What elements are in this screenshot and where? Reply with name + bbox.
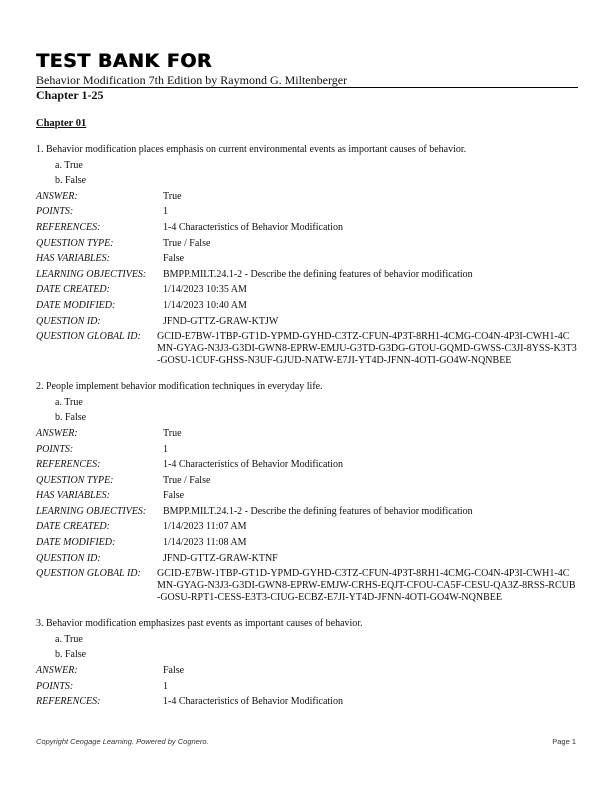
question-text: 3. Behavior modification emphasizes past events as important causes of behavior. [36, 618, 363, 630]
chapter-range: Chapter 1-25 [36, 88, 104, 102]
meta-label: QUESTION ID: [36, 552, 101, 564]
meta-points [36, 204, 578, 220]
meta-has-variables [36, 488, 578, 504]
meta-value: 1/14/2023 10:40 AM [163, 299, 247, 311]
meta-label: DATE MODIFIED: [36, 537, 116, 549]
copyright-notice: Copyright Cengage Learning. Powered by Cognero. [36, 737, 209, 746]
meta-label: LEARNING OBJECTIVES: [36, 505, 147, 517]
meta-label: LEARNING OBJECTIVES: [36, 268, 147, 280]
meta-label: QUESTION TYPE: [36, 237, 114, 249]
meta-label: POINTS: [36, 206, 74, 218]
meta-value: BMPP.MILT.24.1-2 - Describe the defining features of behavior modification [163, 268, 473, 280]
meta-question-type [36, 236, 578, 252]
meta-label: REFERENCES: [36, 221, 101, 233]
meta-label: DATE MODIFIED: [36, 299, 116, 311]
meta-value: True [163, 427, 182, 439]
meta-value: 1 [163, 680, 168, 692]
meta-has-variables [36, 251, 578, 267]
meta-label: POINTS: [36, 443, 74, 455]
meta-label: QUESTION GLOBAL ID: [36, 331, 141, 343]
question-text: 2. People implement behavior modification techniques in everyday life. [36, 381, 323, 393]
meta-label: DATE CREATED: [36, 284, 110, 296]
meta-value: False [163, 665, 185, 677]
meta-value: 1-4 Characteristics of Behavior Modification [163, 696, 343, 708]
meta-answer [36, 426, 578, 442]
meta-value: False [163, 490, 185, 502]
meta-points [36, 442, 578, 458]
meta-question-id [36, 314, 578, 330]
answer-option: a. True [55, 633, 83, 645]
meta-value: 1 [163, 443, 168, 455]
meta-value: False [163, 253, 185, 265]
answer-option: b. False [55, 412, 87, 424]
meta-label: DATE CREATED: [36, 521, 110, 533]
meta-learning-objectives [36, 267, 578, 283]
page-title: TEST BANK FOR [36, 50, 212, 72]
question-block-3 [36, 616, 578, 710]
meta-label: QUESTION TYPE: [36, 474, 114, 486]
meta-label: POINTS: [36, 680, 74, 692]
meta-label: REFERENCES: [36, 696, 101, 708]
meta-value: GCID-E7BW-1TBP-GT1D-YPMD-GYHD-C3TZ-CFUN-4P3T-8RH1-4CMG-CO4N-4P3I-CWH1-4CMN-GYAG-N3J3-G3DI-GWN8-EPRW-EMJU-G3TD-G3DG-GTOU-GQMD-GWSS-C3JI-8YSS-K3T3-GOSU-1CUF-GHSS-N3UF-GJUD-NATW-E7JI-YT4D-JFNN-4OTI-GO4W-NQNBEE [157, 331, 577, 367]
meta-label: QUESTION GLOBAL ID: [36, 568, 141, 580]
meta-label: HAS VARIABLES: [36, 253, 110, 265]
meta-label: REFERENCES: [36, 459, 101, 471]
question-text: 1. Behavior modification places emphasis on current environmental events as important causes of behavior. [36, 144, 467, 155]
answer-option: a. True [55, 159, 83, 171]
meta-value: 1/14/2023 11:08 AM [163, 537, 247, 549]
meta-question-type [36, 473, 578, 489]
meta-label: ANSWER: [36, 665, 78, 677]
document-page [36, 50, 578, 710]
meta-references [36, 457, 578, 473]
meta-value: GCID-E7BW-1TBP-GT1D-YPMD-GYHD-C3TZ-CFUN-4P3T-8RH1-4CMG-CO4N-4P3I-CWH1-4CMN-GYAG-N3J3-G3DI-GWN8-EPRW-EMJW-CRHS-EQJT-CFOU-CA5F-CESU-QA3Z-8RSS-RCUB-GOSU-RPT1-CESS-E3T3-CIUG-ECBZ-E7JI-YT4D-JFNN-4OTI-GO4W-NQNBEE [157, 568, 576, 604]
meta-date-modified [36, 298, 578, 314]
meta-label: HAS VARIABLES: [36, 490, 110, 502]
page-number: Page 1 [552, 737, 576, 746]
meta-question-global-id [36, 566, 578, 604]
meta-question-id [36, 551, 578, 567]
meta-value: JFND-GTTZ-GRAW-KTJW [163, 315, 279, 327]
meta-question-global-id [36, 329, 578, 367]
meta-value: True / False [163, 237, 211, 249]
meta-references [36, 220, 578, 236]
chapter-heading: Chapter 01 [36, 118, 87, 129]
book-subtitle: Behavior Modification 7th Edition by Raymond G. Miltenberger [36, 73, 348, 87]
meta-value: JFND-GTTZ-GRAW-KTNF [163, 552, 278, 564]
answer-option: b. False [55, 649, 87, 661]
meta-label: QUESTION ID: [36, 315, 101, 327]
meta-value: 1-4 Characteristics of Behavior Modification [163, 459, 343, 471]
meta-references [36, 694, 578, 710]
meta-label: ANSWER: [36, 190, 78, 202]
meta-answer [36, 189, 578, 205]
meta-points [36, 679, 578, 695]
page-footer [36, 737, 576, 746]
meta-value: True / False [163, 474, 211, 486]
meta-value: 1 [163, 206, 168, 218]
meta-answer [36, 663, 578, 679]
question-block-1 [36, 142, 578, 367]
question-block-2 [36, 379, 578, 604]
meta-date-modified [36, 535, 578, 551]
meta-date-created [36, 519, 578, 535]
meta-value: 1/14/2023 10:35 AM [163, 284, 247, 296]
meta-learning-objectives [36, 504, 578, 520]
meta-value: 1/14/2023 11:07 AM [163, 521, 247, 533]
answer-option: b. False [55, 175, 87, 187]
meta-value: BMPP.MILT.24.1-2 - Describe the defining features of behavior modification [163, 505, 473, 517]
meta-value: 1-4 Characteristics of Behavior Modification [163, 221, 343, 233]
meta-date-created [36, 282, 578, 298]
answer-option: a. True [55, 396, 83, 408]
meta-label: ANSWER: [36, 427, 78, 439]
meta-value: True [163, 190, 182, 202]
